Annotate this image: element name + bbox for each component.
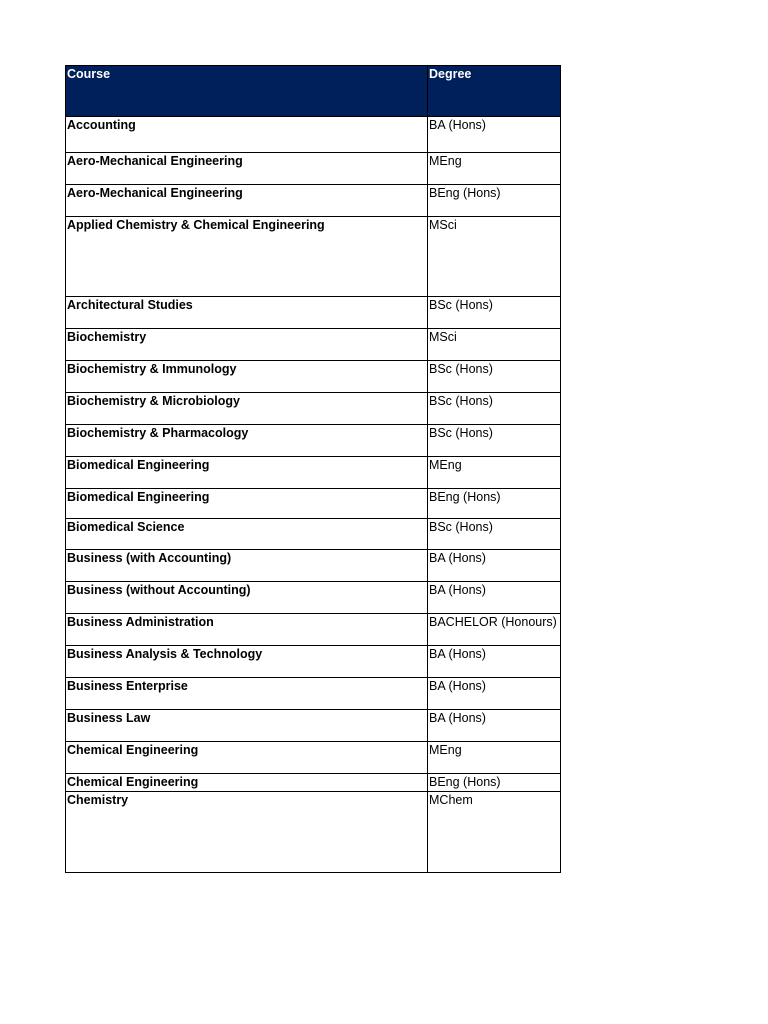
degree-cell: MSci <box>428 329 561 361</box>
degree-cell: BA (Hons) <box>428 117 561 153</box>
table-row <box>66 217 561 297</box>
degree-cell: MEng <box>428 153 561 185</box>
table-row <box>66 393 561 425</box>
degree-cell: MChem <box>428 792 561 873</box>
degree-cell: BA (Hons) <box>428 710 561 742</box>
course-cell: Aero-Mechanical Engineering <box>66 153 428 185</box>
degree-cell: BSc (Hons) <box>428 297 561 329</box>
course-cell: Business (without Accounting) <box>66 582 428 614</box>
course-cell: Business Analysis & Technology <box>66 646 428 678</box>
course-cell: Aero-Mechanical Engineering <box>66 185 428 217</box>
table-row <box>66 457 561 489</box>
course-cell: Biochemistry <box>66 329 428 361</box>
table-row <box>66 678 561 710</box>
table-row <box>66 489 561 519</box>
degree-cell: BA (Hons) <box>428 550 561 582</box>
table-row <box>66 329 561 361</box>
degree-cell: BSc (Hons) <box>428 425 561 457</box>
table-row <box>66 117 561 153</box>
degree-cell: BEng (Hons) <box>428 774 561 792</box>
course-cell: Chemistry <box>66 792 428 873</box>
degree-cell: BA (Hons) <box>428 646 561 678</box>
degree-cell: BSc (Hons) <box>428 519 561 550</box>
table-row <box>66 519 561 550</box>
table-row <box>66 614 561 646</box>
course-column-header: Course <box>66 66 428 117</box>
course-cell: Biomedical Science <box>66 519 428 550</box>
course-cell: Biochemistry & Immunology <box>66 361 428 393</box>
degree-cell: BEng (Hons) <box>428 489 561 519</box>
course-cell: Architectural Studies <box>66 297 428 329</box>
course-cell: Business Administration <box>66 614 428 646</box>
table-row <box>66 742 561 774</box>
table-row <box>66 297 561 329</box>
course-cell: Biomedical Engineering <box>66 457 428 489</box>
degree-cell: MEng <box>428 742 561 774</box>
degree-cell: MEng <box>428 457 561 489</box>
table-row <box>66 550 561 582</box>
table-row <box>66 582 561 614</box>
degree-cell: BACHELOR (Honours) <box>428 614 561 646</box>
degree-cell: BSc (Hons) <box>428 361 561 393</box>
table-row <box>66 792 561 873</box>
table-row <box>66 153 561 185</box>
course-cell: Accounting <box>66 117 428 153</box>
course-degree-table <box>65 65 561 873</box>
course-cell: Business (with Accounting) <box>66 550 428 582</box>
course-cell: Chemical Engineering <box>66 742 428 774</box>
table-row <box>66 425 561 457</box>
degree-cell: BA (Hons) <box>428 678 561 710</box>
course-cell: Biomedical Engineering <box>66 489 428 519</box>
header-row <box>66 66 561 117</box>
course-cell: Chemical Engineering <box>66 774 428 792</box>
degree-cell: MSci <box>428 217 561 297</box>
course-cell: Biochemistry & Microbiology <box>66 393 428 425</box>
table-row <box>66 185 561 217</box>
degree-column-header: Degree <box>428 66 561 117</box>
course-cell: Business Enterprise <box>66 678 428 710</box>
table-row <box>66 710 561 742</box>
table-row <box>66 646 561 678</box>
course-cell: Business Law <box>66 710 428 742</box>
table-row <box>66 774 561 792</box>
course-cell: Applied Chemistry & Chemical Engineering <box>66 217 428 297</box>
table-row <box>66 361 561 393</box>
degree-cell: BA (Hons) <box>428 582 561 614</box>
degree-cell: BEng (Hons) <box>428 185 561 217</box>
degree-cell: BSc (Hons) <box>428 393 561 425</box>
course-cell: Biochemistry & Pharmacology <box>66 425 428 457</box>
